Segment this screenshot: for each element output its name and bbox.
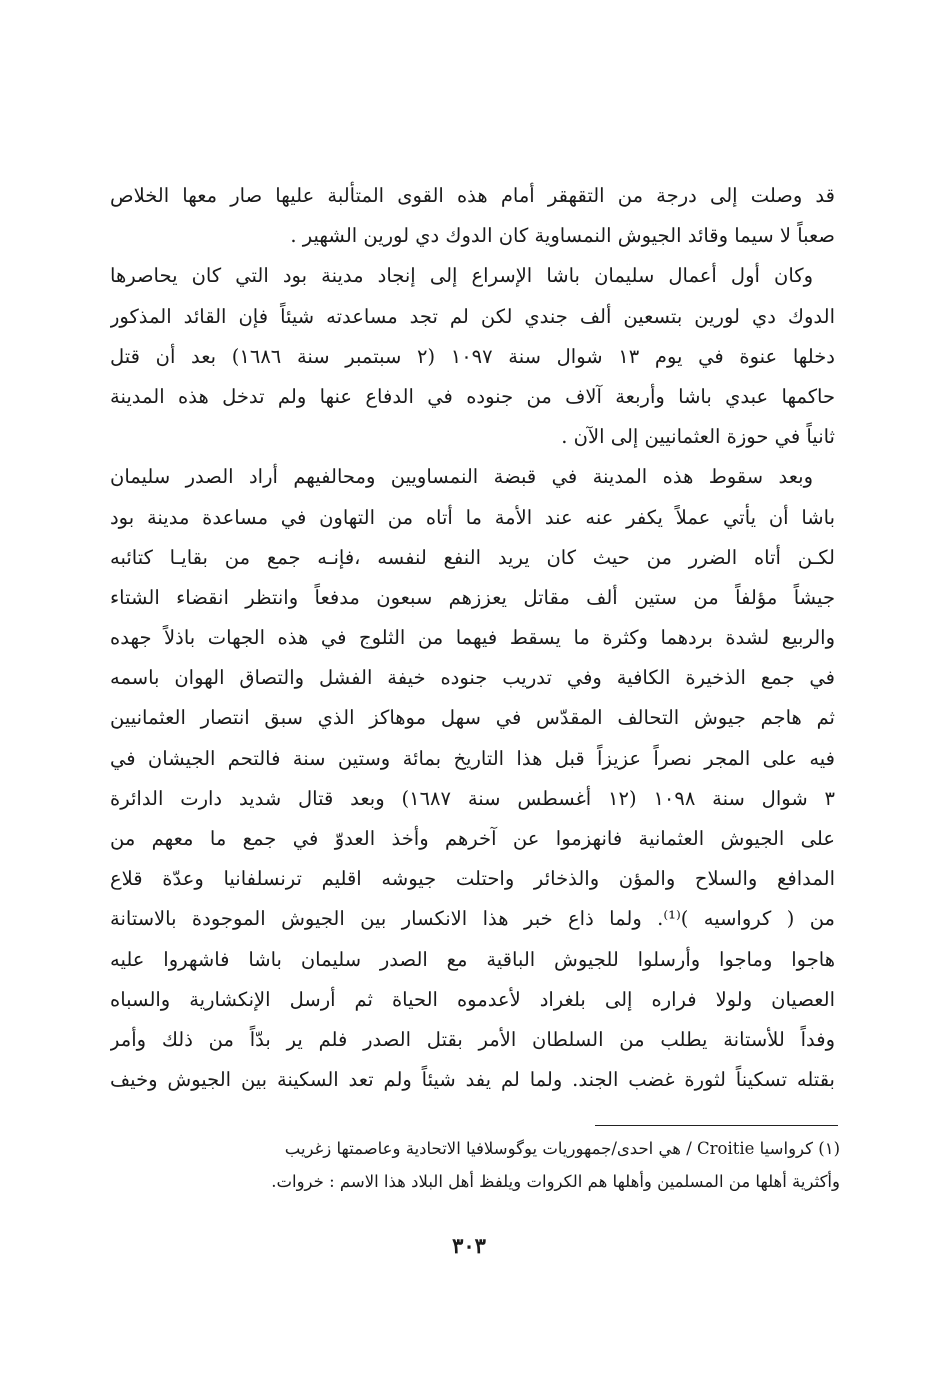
text-line: والربيع لشدة بردهما وكثرة ما يسقط فيهما من الثلوج في هذه الجهات باذلاً جهده — [110, 626, 835, 650]
footnotes — [130, 1132, 840, 1198]
text-line: الدوك دي لورين بتسعين ألف جندي لكن لم تجد مساعدته شيئاً فإن القائد المذكور — [110, 304, 835, 328]
text-line: حاكمها عبدي باشا وأربعة آلاف من جنوده في الدفاع عنها ولم تدخل هذه المدينة — [110, 384, 835, 408]
text-line: بقتله تسكيناً لثورة غضب الجند. ولما لم يفد شيئاً ولم تعد السكينة بين الجيوش وخيف — [110, 1068, 835, 1092]
text-line: المدافع والسلاح والمؤن والذخائر واحتلت جيوشه اقليم ترنسلفانيا وعدّة قلاع — [110, 867, 835, 891]
footnote-divider — [595, 1125, 838, 1126]
text-line: لكـن أتاه الضرر من حيث كان يريد النفع لنفسه ،فإنـه جمع من بقايـا كتائبه — [110, 545, 835, 569]
text-line: في جمع الذخيرة الكافية وفي تدريب جنوده خيفة الفشل والتصاق الهوان باسمه — [110, 666, 835, 690]
text-line: وكان أول أعمال سليمان باشا الإسراع إلى إنجاد مدينة بود التي كان يحاصرها — [110, 264, 813, 288]
text-line: قد وصلت إلى درجة من التقهقر أمام هذه القوى المتألبة عليها صار معها الخلاص — [110, 184, 835, 207]
text-line: صعباً لا سيما وقائد الجيوش النمساوية كان الدوك دي لورين الشهير . — [290, 224, 835, 248]
text-line: وفداً للأستانة يطلب من السلطان الأمر بقتل الصدر فلم ير بدّاً من ذلك وأمر — [110, 1027, 835, 1051]
text-line: ثانياً في حوزة العثمانيين إلى الآن . — [561, 425, 835, 449]
text-line: فيه على المجر نصراً عزيزاً قبل هذا التاريخ بمائة وستين سنة فالتحم الجيشان في — [110, 746, 835, 770]
text-line: ٣ شوال سنة ١٠٩٨ (١٢ أغسطس سنة ١٦٨٧) وبعد قتال شديد دارت الدائرة — [110, 786, 835, 810]
page-number: ٣٠٣ — [452, 1233, 486, 1258]
text-line: ثم هاجم جيوش التحالف المقدّس في سهل موهاكز الذي سبق انتصار العثمانيين — [110, 706, 835, 730]
text-line: دخلها عنوة في يوم ١٣ شوال سنة ١٠٩٧ (٢ سبتمبر سنة ١٦٨٦) بعد أن قتل — [110, 344, 835, 368]
footnote-line: (١) كرواسيا Croitie / هي احدى/جمهوريات يوگوسلافيا الاتحادية وعاصمتها زغريب — [284, 1139, 840, 1158]
text-line: وبعد سقوط هذه المدينة في قبضة النمساويين ومحالفيهم أراد الصدر سليمان — [110, 465, 813, 489]
text-line: هاجوا وماجوا وأرسلوا للجيوش الباقية مع الصدر سليمان باشا فاشهروا عليه — [110, 947, 835, 971]
text-line: العصيان ولولا فراره إلى بلغراد لأعدموه الحياة ثم أرسل الإنكشارية والسباه — [110, 987, 835, 1011]
text-line: باشا أن يأتي عملاً يكفر عنه عند الأمة ما أتاه من التهاون في مساعدة مدينة بود — [110, 505, 835, 529]
text-line: من ( كرواسيه )⁽¹⁾. ولما ذاع خبر هذا الانكسار بين الجيوش الموجودة بالاستانة — [110, 907, 835, 931]
text-line: جيشاً مؤلفاً من ستين ألف مقاتل يعززهم سبعون مدفعاً وانتظر انقضاء الشتاء — [110, 585, 835, 609]
text-line: على الجيوش العثمانية فانهزموا عن آخرهم وأخذ العدوّ في جمع ما معهم من — [110, 827, 835, 850]
footnote-line: وأكثرية أهلها من المسلمين وأهلها هم الكروات ويلفظ أهل البلاد هذا الاسم : خروات. — [271, 1172, 840, 1191]
main-text — [110, 176, 835, 1100]
